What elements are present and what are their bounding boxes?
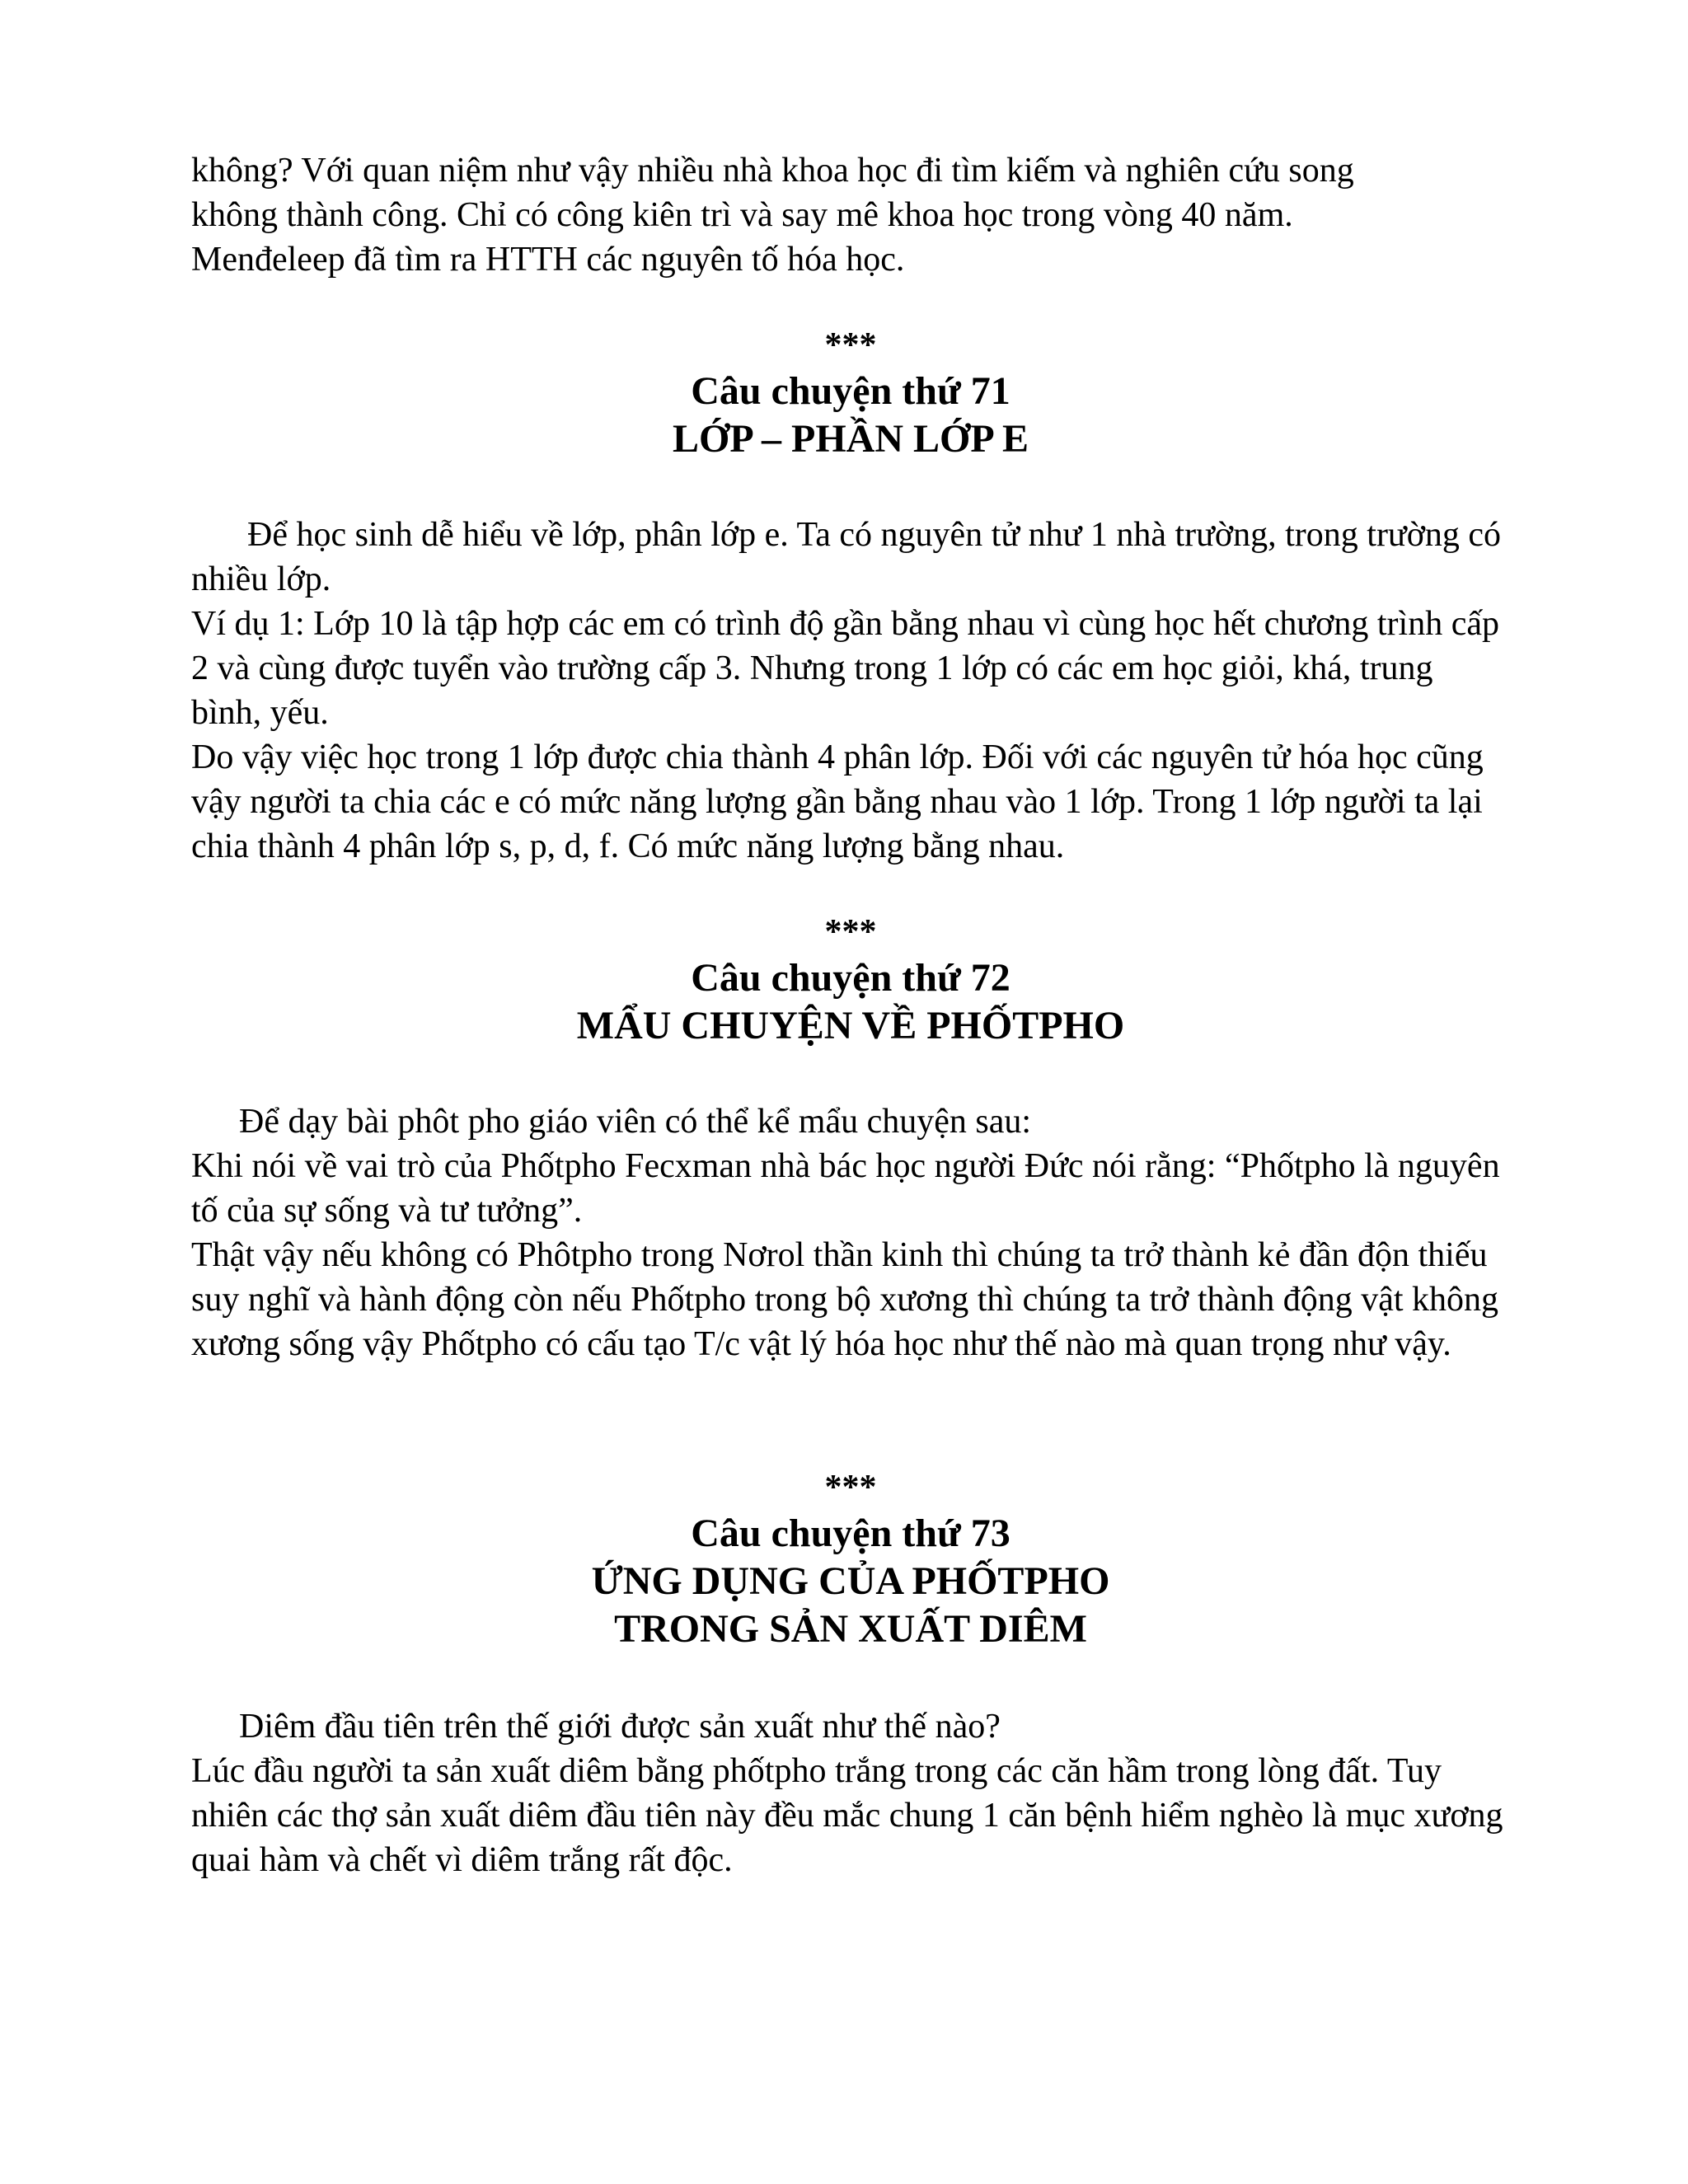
document-page xyxy=(191,148,1510,1882)
intro-line: không thành công. Chỉ có công kiên trì và say mê khoa học trong vòng 40 năm. xyxy=(191,196,1293,234)
intro-block xyxy=(191,148,1510,282)
story-73 xyxy=(191,1465,1510,1882)
story-title: Câu chuyện thứ 73 xyxy=(691,1511,1010,1555)
story-paragraph: Do vậy việc học trong 1 lớp được chia thành 4 phân lớp. Đối với các nguyên tử hóa học cũng vậy người ta chia các e có mức năng lượng gần bằng nhau vào 1 lớp. Trong 1 lớp người ta lại chia thành 4 phân lớp s, p, d, f. Có mức năng lượng bằng nhau. xyxy=(191,738,1484,865)
story-subtitle: TRONG SẢN XUẤT DIÊM xyxy=(614,1607,1087,1651)
story-paragraph: Để học sinh dễ hiểu về lớp, phân lớp e. Ta có nguyên tử như 1 nhà trường, trong trường có nhiều lớp. xyxy=(191,516,1502,598)
section-separator: *** xyxy=(824,1469,877,1507)
story-paragraph: Diêm đầu tiên trên thế giới được sản xuất như thế nào? xyxy=(239,1708,1001,1746)
intro-line: Menđeleep đã tìm ra HTTH các nguyên tố hóa học. xyxy=(191,241,905,279)
story-paragraph: Khi nói về vai trò của Phốtpho Fecxman nhà bác học người Đức nói rằng: “Phốtpho là nguyên tố của sự sống và tư tưởng”. xyxy=(191,1147,1500,1230)
story-title: Câu chuyện thứ 71 xyxy=(691,369,1010,413)
story-subtitle: ỨNG DỤNG CỦA PHỐTPHO xyxy=(591,1559,1110,1603)
story-paragraph: Ví dụ 1: Lớp 10 là tập hợp các em có trình độ gần bằng nhau vì cùng học hết chương trình cấp 2 và cùng được tuyển vào trường cấp 3. Nhưng trong 1 lớp có các em học giỏi, khá, trung bình, yếu. xyxy=(191,605,1499,732)
story-subtitle: MẨU CHUYỆN VỀ PHỐTPHO xyxy=(576,1004,1125,1047)
story-title: Câu chuyện thứ 72 xyxy=(691,956,1010,1000)
story-71 xyxy=(191,323,1510,869)
story-72 xyxy=(191,910,1510,1366)
story-subtitle: LỚP – PHẦN LỚP E xyxy=(672,417,1029,461)
story-paragraph: Để dạy bài phôt pho giáo viên có thể kể mẩu chuyện sau: xyxy=(239,1103,1032,1141)
section-separator: *** xyxy=(824,326,877,364)
story-paragraph: Lúc đầu người ta sản xuất diêm bằng phốtpho trắng trong các căn hầm trong lòng đất. Tuy nhiên các thợ sản xuất diêm đầu tiên này đều mắc chung 1 căn bệnh hiểm nghèo là mục xương quai hàm và chết vì diêm trắng rất độc. xyxy=(191,1752,1503,1879)
story-paragraph: Thật vậy nếu không có Phôtpho trong Nơrol thần kinh thì chúng ta trở thành kẻ đần độn thiếu suy nghĩ và hành động còn nếu Phốtpho trong bộ xương thì chúng ta trở thành động vật không xương sống vậy Phốtpho có cấu tạo T/c vật lý hóa học như thế nào mà quan trọng như vậy. xyxy=(191,1236,1499,1363)
section-separator: *** xyxy=(824,913,877,951)
intro-line: không? Với quan niệm như vậy nhiều nhà khoa học đi tìm kiếm và nghiên cứu song xyxy=(191,152,1354,190)
